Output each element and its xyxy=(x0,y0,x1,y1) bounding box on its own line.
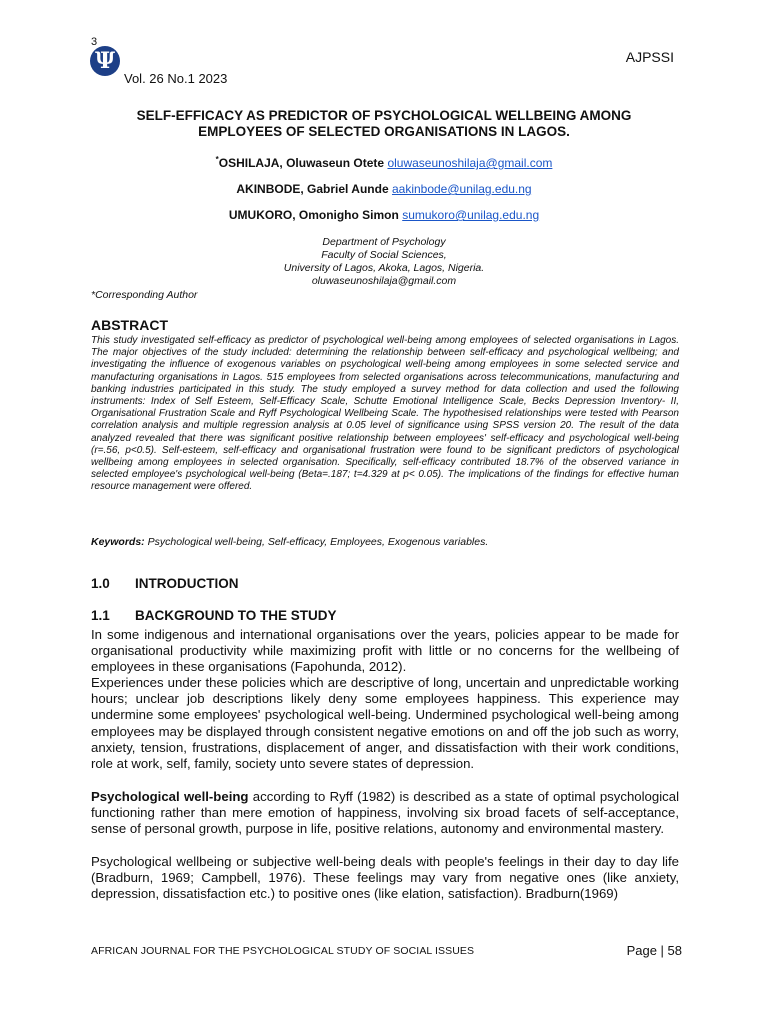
paragraph-text: according to Ryff (1982) is described as a state of optimal psychological functioning rather than mere emotion of happiness, involving six broad facets of self-acceptance, sense of personal growth, purpose in life, positive relations, autonomy and environmental mastery. xyxy=(91,789,679,837)
journal-code: AJPSSI xyxy=(625,49,674,65)
author-email-link[interactable]: sumukoro@unilag.edu.ng xyxy=(402,208,540,222)
section-background xyxy=(91,608,337,623)
author-email-link[interactable]: oluwaseunoshilaja@gmail.com xyxy=(387,156,553,170)
affiliation-line: University of Lagos, Akoka, Lagos, Nigeria. xyxy=(283,262,485,274)
footer-page-number: Page | 58 xyxy=(626,943,682,958)
paper-title xyxy=(90,108,678,140)
author-1 xyxy=(90,155,678,170)
body-paragraph xyxy=(91,789,679,838)
corresponding-author-note: *Corresponding Author xyxy=(91,289,198,301)
abstract-heading: ABSTRACT xyxy=(91,317,168,333)
body-paragraph: Experiences under these policies which are descriptive of long, uncertain and unpredictable working hours; unclear job descriptions likely deny some employees happiness. This experience may undermine some employees' psychological well-being. Undermined psychological well-being among employees may be displayed through consistent negative emotions on and off the job such as worry, anxiety, tension, frustrations, displacement of anger, and dissatisfaction with their work conditions, role at work, self, family, society unto severe states of depression. xyxy=(91,675,679,772)
body-paragraph: Psychological wellbeing or subjective well-being deals with people's feelings in their day to day life (Bradburn, 1969; Campbell, 1976). These feelings may vary from negative ones (like anxiety, depression, dissatisfaction etc.) to positive ones (like elation, satisfaction). Bradburn(1969) xyxy=(91,854,679,902)
affiliation-block xyxy=(90,236,678,288)
keywords-list: Psychological well-being, Self-efficacy, Employees, Exogenous variables. xyxy=(144,536,489,548)
affiliation-line: Faculty of Social Sciences, xyxy=(321,249,447,261)
journal-logo: Ψ xyxy=(90,46,120,76)
paper-title-line-1: SELF-EFFICACY AS PREDICTOR OF PSYCHOLOGICAL WELLBEING AMONG xyxy=(136,108,632,123)
section-introduction xyxy=(91,576,239,591)
volume-info: Vol. 26 No.1 2023 xyxy=(124,71,228,86)
paper-title-line-2: EMPLOYEES OF SELECTED ORGANISATIONS IN LAGOS. xyxy=(198,124,570,139)
term-bold: Psychological well-being xyxy=(91,789,249,804)
body-paragraph: In some indigenous and international organisations over the years, policies appear to be made for organisational productivity while maximizing profit with little or no concerns for the wellbeing of employees in these organisations (Fapohunda, 2012). xyxy=(91,627,679,675)
author-name: AKINBODE, Gabriel Aunde xyxy=(236,182,389,196)
author-2 xyxy=(90,182,678,196)
section-title: INTRODUCTION xyxy=(135,576,239,591)
section-number: 1.1 xyxy=(91,608,110,623)
abstract-text: This study investigated self-efficacy as predictor of psychological well-being among employees of selected organisations in Lagos. The major objectives of the study included: determining the relationship between self-efficacy and psychological wellbeing; and investigating the influence of exogenous variables on psychological well-being among employees in some selected service and manufacturing organisations in Lagos. 515 employees from selected organisations across telecommunications, manufacturing and banking industries participated in this study. The study employed a survey method for data collection and used the following instruments: Index of Self Esteem, Self-Efficacy Scale, Schutte Emotional Intelligence Scale, Becks Depression Inventory- II, Organisational Frustration Scale and Ryff Psychological Wellbeing Scale. The hypothesised relationships were tested with Pearson correlation analysis and multiple regression analysis at 0.05 level of significance using SPSS version 20. The result of the data analyzed revealed that there was significant positive relationship between employees' self-efficacy and psychological well-being (r=.56, p<0.5). Self-esteem, self-efficacy and organisational frustration were found to be significant predictors of psychological wellbeing among employees in selected organisation. Specifically, self-efficacy contributed 18.7% of the observed variance in selected employee's psychological well-being (Beta=.187; t=4.329 at p< 0.05). The implications of the findings for effective human resource management were offered. xyxy=(91,335,679,493)
section-title: BACKGROUND TO THE STUDY xyxy=(135,608,337,623)
corresponding-mark: * xyxy=(215,155,219,164)
section-number: 1.0 xyxy=(91,576,110,591)
affiliation-line: Department of Psychology xyxy=(322,236,446,248)
author-name: OSHILAJA, Oluwaseun Otete xyxy=(218,156,385,170)
author-email-link[interactable]: aakinbode@unilag.edu.ng xyxy=(391,182,532,196)
affiliation-line: oluwaseunoshilaja@gmail.com xyxy=(311,275,457,287)
author-3 xyxy=(90,208,678,222)
footer-journal-name: AFRICAN JOURNAL FOR THE PSYCHOLOGICAL STUDY OF SOCIAL ISSUES xyxy=(91,945,475,957)
author-name: UMUKORO, Omonigho Simon xyxy=(228,208,399,222)
keywords xyxy=(91,536,679,548)
keywords-label: Keywords: xyxy=(91,536,145,548)
top-page-number: 3 xyxy=(91,36,98,48)
